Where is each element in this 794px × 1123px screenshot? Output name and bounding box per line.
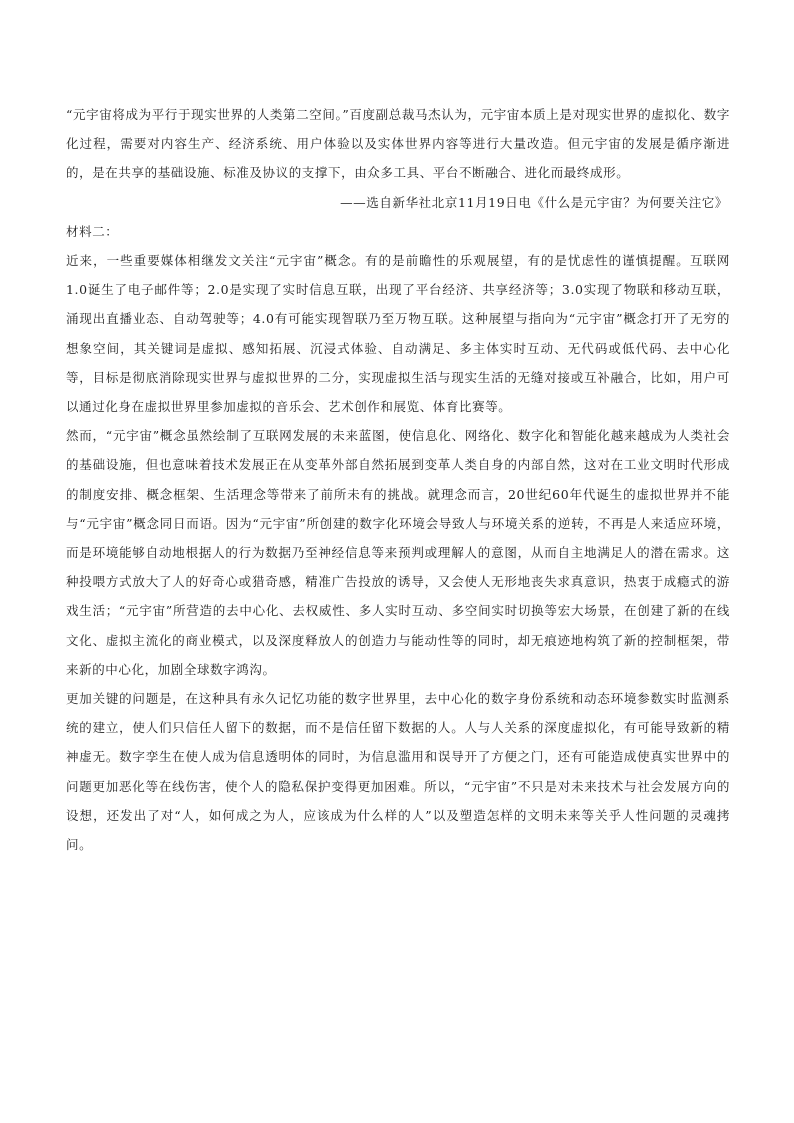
material-2-label: 材料二： [66, 223, 119, 239]
source-citation: ——选自新华社北京11月19日电《什么是元宇宙？为何要关注它》 [340, 194, 728, 210]
document-body [66, 100, 730, 859]
paragraph-1: “元宇宙将成为平行于现实世界的人类第二空间。”百度副总裁马杰认为，元宇宙本质上是对现实世界的虚拟化、数字化过程，需要对内容生产、经济系统、用户体验以及实体世界内容等进行大量改造。但元宇宙的发展是循序渐进的，是在共享的基础设施、标准及协议的支撑下，由众多工具、平台不断融合、进化而最终成形。 [66, 107, 730, 181]
paragraph-3: 然而，“元宇宙”概念虽然绘制了互联网发展的未来蓝图，使信息化、网络化、数字化和智能化越来越成为人类社会的基础设施，但也意味着技术发展正在从变革外部自然拓展到变革人类自身的内部自然，这对在工业文明时代形成的制度安排、概念框架、生活理念等带来了前所未有的挑战。就理念而言，20世纪60年代诞生的虚拟世界并不能与“元宇宙”概念同日而语。因为“元宇宙”所创建的数字化环境会导致人与环境关系的逆转，不再是人来适应环境，而是环境能够自动地根据人的行为数据乃至神经信息等来预判或理解人的意图，从而自主地满足人的潜在需求。这种投喂方式放大了人的好奇心或猎奇感，精准广告投放的诱导，又会使人无形地丧失求真意识，热衷于成瘾式的游戏生活；“元宇宙”所营造的去中心化、去权威性、多人实时互动、多空间实时切换等宏大场景，在创建了新的在线文化、虚拟主流化的商业模式，以及深度释放人的创造力与能动性等的同时，却无痕迹地构筑了新的控制框架，带来新的中心化，加剧全球数字鸿沟。 [66, 428, 730, 677]
paragraph-2: 近来，一些重要媒体相继发文关注“元宇宙”概念。有的是前瞻性的乐观展望，有的是忧虑性的谨慎提醒。互联网1.0诞生了电子邮件等；2.0是实现了实时信息互联，出现了平台经济、共享经济等；3.0实现了物联和移动互联，涌现出直播业态、自动驾驶等；4.0有可能实现智联乃至万物互联。这种展望与指向为“元宇宙”概念打开了无穷的想象空间，其关键词是虚拟、感知拓展、沉浸式体验、自动满足、多主体实时互动、无代码或低代码、去中心化等，目标是彻底消除现实世界与虚拟世界的二分，实现虚拟生活与现实生活的无缝对接或互补融合，比如，用户可以通过化身在虚拟世界里参加虚拟的音乐会、艺术创作和展览、体育比赛等。 [66, 253, 730, 415]
paragraph-4: 更加关键的问题是，在这种具有永久记忆功能的数字世界里，去中心化的数字身份系统和动态环境参数实时监测系统的建立，使人们只信任人留下的数据，而不是信任留下数据的人。人与人关系的深度虚拟化，有可能导致新的精神虚无。数字孪生在使人成为信息透明体的同时，为信息滥用和误导开了方便之门，还有可能造成使真实世界中的问题更加恶化等在线伤害，使个人的隐私保护变得更加困难。所以，“元宇宙”不只是对未来技术与社会发展方向的设想，还发出了对“人，如何成之为人，应该成为什么样的人”以及塑造怎样的文明未来等关乎人性问题的灵魂拷问。 [66, 691, 730, 853]
